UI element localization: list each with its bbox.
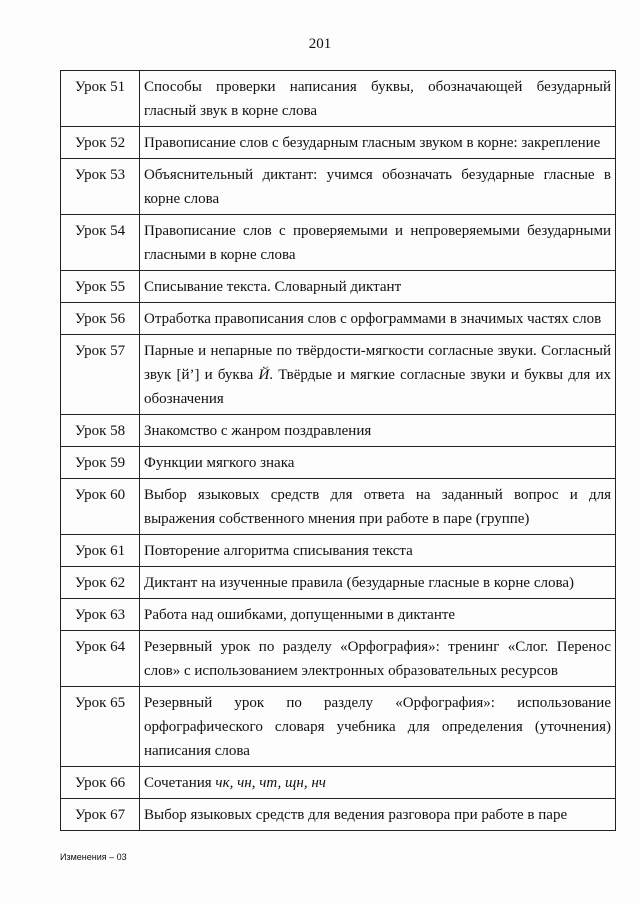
lesson-topic: Способы проверки написания буквы, обозначающей безударный гласный звук в корне слова: [140, 71, 616, 127]
lesson-number: Урок 52: [61, 127, 140, 159]
lesson-topic: [140, 767, 616, 799]
lesson-topic: Отработка правописания слов с орфограммами в значимых частях слов: [140, 303, 616, 335]
table-row: [61, 567, 616, 599]
table-row: [61, 631, 616, 687]
lesson-number: Урок 56: [61, 303, 140, 335]
lesson-number: Урок 54: [61, 215, 140, 271]
lesson-topic-part: Сочетания: [144, 775, 216, 791]
lesson-topic: Функции мягкого знака: [140, 447, 616, 479]
table-row: [61, 415, 616, 447]
lesson-topic-part: . Твёрдые и мягкие согласные звуки и буквы для их обозначения: [144, 367, 612, 407]
table-row: [61, 127, 616, 159]
lesson-number: Урок 61: [61, 535, 140, 567]
lesson-topic: Выбор языковых средств для ответа на заданный вопрос и для выражения собственного мнения при работе в паре (группе): [140, 479, 616, 535]
lesson-number: Урок 58: [61, 415, 140, 447]
table-row: [61, 303, 616, 335]
lesson-number: Урок 51: [61, 71, 140, 127]
lesson-topic: Выбор языковых средств для ведения разговора при работе в паре: [140, 799, 616, 831]
lesson-table: [60, 70, 616, 831]
lesson-topic: Списывание текста. Словарный диктант: [140, 271, 616, 303]
table-row: [61, 479, 616, 535]
table-row: [61, 271, 616, 303]
table-row: [61, 799, 616, 831]
table-row: [61, 71, 616, 127]
lesson-number: Урок 65: [61, 687, 140, 767]
lesson-topic: Объяснительный диктант: учимся обозначать безударные гласные в корне слова: [140, 159, 616, 215]
table-row: [61, 447, 616, 479]
lesson-number: Урок 60: [61, 479, 140, 535]
lesson-topic-part: Парные и непарные по твёрдости-мягкости согласные звуки. Согласный звук [й’] и буква: [144, 343, 611, 383]
lesson-number: Урок 53: [61, 159, 140, 215]
lesson-number: Урок 63: [61, 599, 140, 631]
lesson-topic-italic: Й: [258, 367, 270, 383]
lesson-topic: Диктант на изученные правила (безударные гласные в корне слова): [140, 567, 616, 599]
footer-revision-note: Изменения – 03: [60, 852, 127, 862]
lesson-topic: Правописание слов с проверяемыми и непроверяемыми безударными гласными в корне слова: [140, 215, 616, 271]
lesson-topic: [140, 335, 616, 415]
table-row: [61, 767, 616, 799]
table-row: [61, 535, 616, 567]
lesson-topic: Знакомство с жанром поздравления: [140, 415, 616, 447]
lesson-number: Урок 59: [61, 447, 140, 479]
lesson-topic: Резервный урок по разделу «Орфография»: тренинг «Слог. Перенос слов» с использованием электронных образовательных ресурсов: [140, 631, 616, 687]
lesson-topic: Резервный урок по разделу «Орфография»: использование орфографического словаря учебника для определения (уточнения) написания слова: [140, 687, 616, 767]
page-number: 201: [308, 36, 332, 52]
lesson-number: Урок 55: [61, 271, 140, 303]
lesson-topic: Повторение алгоритма списывания текста: [140, 535, 616, 567]
lesson-number: Урок 67: [61, 799, 140, 831]
table-row: [61, 687, 616, 767]
lesson-number: Урок 64: [61, 631, 140, 687]
table-row: [61, 215, 616, 271]
lesson-number: Урок 57: [61, 335, 140, 415]
table-row: [61, 599, 616, 631]
lesson-topic: Работа над ошибками, допущенными в диктанте: [140, 599, 616, 631]
lesson-number: Урок 62: [61, 567, 140, 599]
lesson-number: Урок 66: [61, 767, 140, 799]
table-row: [61, 159, 616, 215]
lesson-topic: Правописание слов с безударным гласным звуком в корне: закрепление: [140, 127, 616, 159]
lesson-topic-italic: чк, чн, чт, щн, нч: [215, 775, 326, 791]
table-row: [61, 335, 616, 415]
